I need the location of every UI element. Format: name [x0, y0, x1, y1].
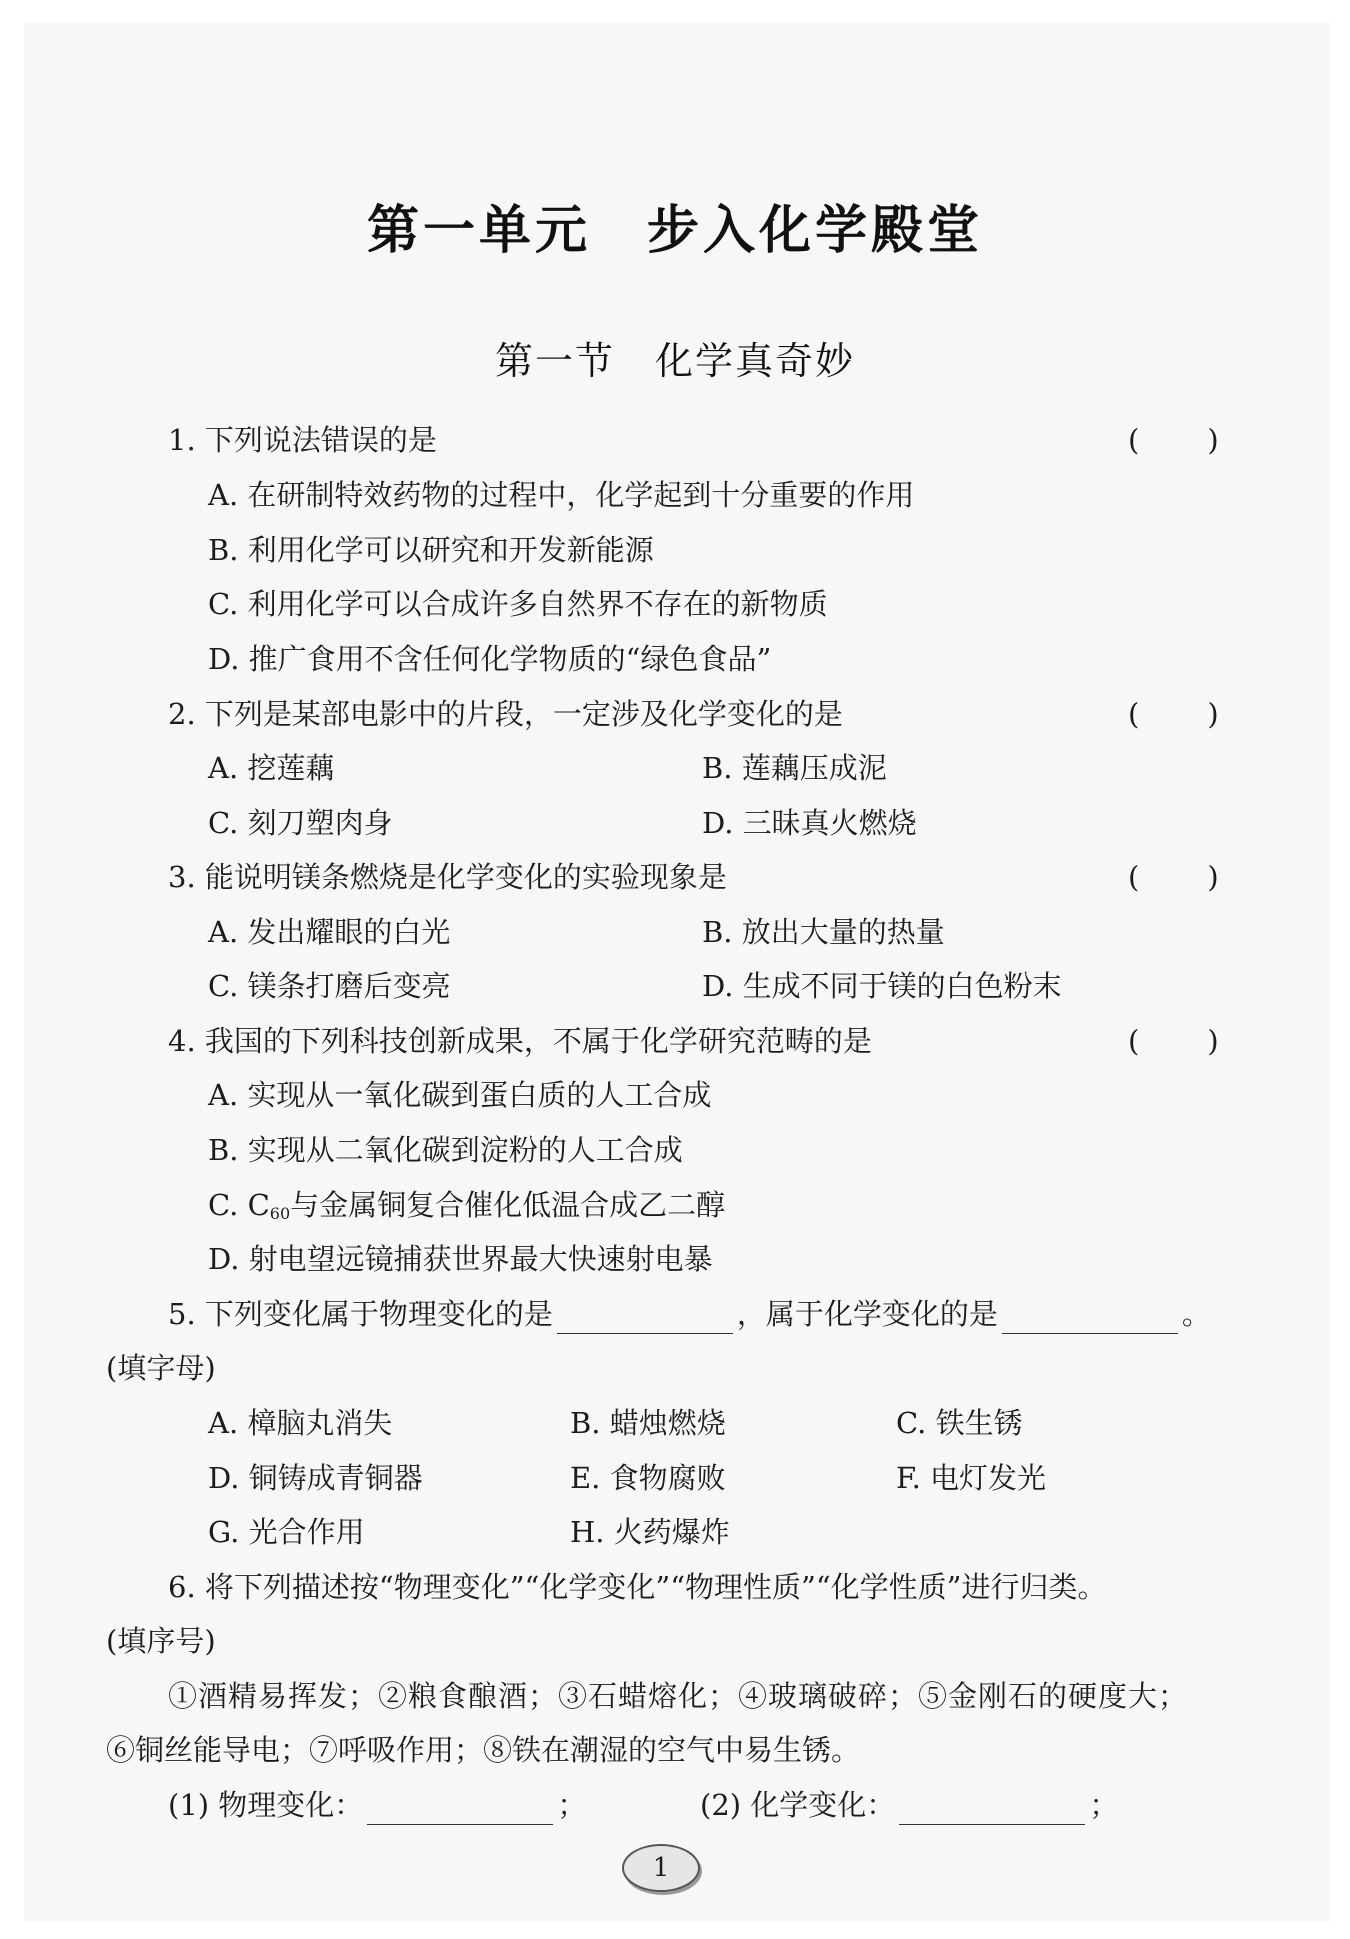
- q3-stem: 3. 能说明镁条燃烧是化学变化的实验现象是: [168, 860, 727, 894]
- q3-answer-paren[interactable]: [1128, 857, 1219, 897]
- page-number: 1: [622, 1844, 700, 1892]
- q3-option-d: D. 生成不同于镁的白色粉末: [702, 969, 1062, 1003]
- q5-note: (填字母): [106, 1351, 216, 1385]
- q5-chemical-blank[interactable]: [1002, 1301, 1178, 1334]
- q6-chemical-change-blank[interactable]: [899, 1792, 1085, 1825]
- paren-open: (: [1128, 1024, 1140, 1058]
- paren-close: ): [1207, 423, 1219, 457]
- q1-option-b: B. 利用化学可以研究和开发新能源: [208, 533, 654, 567]
- q4-stem: 4. 我国的下列科技创新成果，不属于化学研究范畴的是: [168, 1024, 872, 1058]
- q6-physical-change-blank[interactable]: [367, 1792, 553, 1825]
- q2-option-a: A. 挖莲藕: [208, 751, 335, 785]
- q5-stem-part1: 5. 下列变化属于物理变化的是: [168, 1297, 553, 1331]
- q4-option-b: B. 实现从二氧化碳到淀粉的人工合成: [208, 1133, 683, 1167]
- q4-option-c-suffix: 与金属铜复合催化低温合成乙二醇: [290, 1188, 726, 1222]
- unit-title: 第一单元 步入化学殿堂: [366, 201, 983, 261]
- q1-option-c: C. 利用化学可以合成许多自然界不存在的新物质: [208, 587, 828, 621]
- q5-option-e: E. 食物腐败: [570, 1461, 726, 1495]
- paren-open: (: [1128, 860, 1140, 894]
- q5-option-c: C. 铁生锈: [896, 1406, 1023, 1440]
- q6-description-line2: ⑥铜丝能导电；⑦呼吸作用；⑧铁在潮湿的空气中易生锈。: [106, 1733, 861, 1767]
- q6-note: (填序号): [106, 1624, 216, 1658]
- q5-option-h: H. 火药爆炸: [570, 1515, 730, 1549]
- paren-open: (: [1128, 423, 1140, 457]
- q5-option-b: B. 蜡烛燃烧: [570, 1406, 726, 1440]
- q2-option-d: D. 三昧真火燃烧: [702, 806, 917, 840]
- q5-stem-part2: ，属于化学变化的是: [736, 1297, 998, 1331]
- q6-blank1-label: (1) 物理变化：: [168, 1788, 364, 1822]
- q3-option-c: C. 镁条打磨后变亮: [208, 969, 451, 1003]
- q6-stem: 6. 将下列描述按“物理变化”“化学变化”“物理性质”“化学性质”进行归类。: [168, 1570, 1107, 1604]
- q5-stem-end: 。: [1181, 1297, 1211, 1331]
- q1-option-d: D. 推广食用不含任何化学物质的“绿色食品”: [208, 642, 772, 676]
- q2-answer-paren[interactable]: [1128, 694, 1219, 734]
- q2-option-c: C. 刻刀塑肉身: [208, 806, 393, 840]
- q6-description-line1: ①酒精易挥发；②粮食酿酒；③石蜡熔化；④玻璃破碎；⑤金刚石的硬度大；: [168, 1679, 1189, 1713]
- paren-close: ): [1207, 860, 1219, 894]
- paren-close: ): [1207, 1024, 1219, 1058]
- q5-option-d: D. 铜铸成青铜器: [208, 1461, 423, 1495]
- q3-option-b: B. 放出大量的热量: [702, 915, 945, 949]
- q6-physical-change-answer: [168, 1785, 586, 1825]
- q6-blank2-label: (2) 化学变化：: [700, 1788, 896, 1822]
- q4-option-a: A. 实现从一氧化碳到蛋白质的人工合成: [208, 1078, 712, 1112]
- q5-physical-blank[interactable]: [557, 1301, 733, 1334]
- q5-option-g: G. 光合作用: [208, 1515, 365, 1549]
- q5-option-f: F. 电灯发光: [896, 1461, 1047, 1495]
- q5-stem: [168, 1294, 1211, 1334]
- q1-answer-paren[interactable]: [1128, 420, 1219, 460]
- q2-stem: 2. 下列是某部电影中的片段，一定涉及化学变化的是: [168, 697, 843, 731]
- q1-stem: 1. 下列说法错误的是: [168, 423, 437, 457]
- q1-option-a: A. 在研制特效药物的过程中，化学起到十分重要的作用: [208, 478, 915, 512]
- q4-option-c: [208, 1185, 725, 1234]
- q6-blank1-end: ；: [557, 1788, 587, 1822]
- q4-answer-paren[interactable]: [1128, 1021, 1219, 1061]
- q2-option-b: B. 莲藕压成泥: [702, 751, 887, 785]
- q6-chemical-change-answer: [700, 1785, 1118, 1825]
- section-title: 第一节 化学真奇妙: [494, 339, 855, 383]
- q6-blank2-end: ；: [1089, 1788, 1119, 1822]
- paren-close: ): [1207, 697, 1219, 731]
- q3-option-a: A. 发出耀眼的白光: [208, 915, 451, 949]
- q4-option-d: D. 射电望远镜捕获世界最大快速射电暴: [208, 1242, 713, 1276]
- q5-option-a: A. 樟脑丸消失: [208, 1406, 393, 1440]
- q4-option-c-prefix: C. C: [208, 1188, 270, 1222]
- paren-open: (: [1128, 697, 1140, 731]
- q4-option-c-subscript: 60: [269, 1204, 291, 1223]
